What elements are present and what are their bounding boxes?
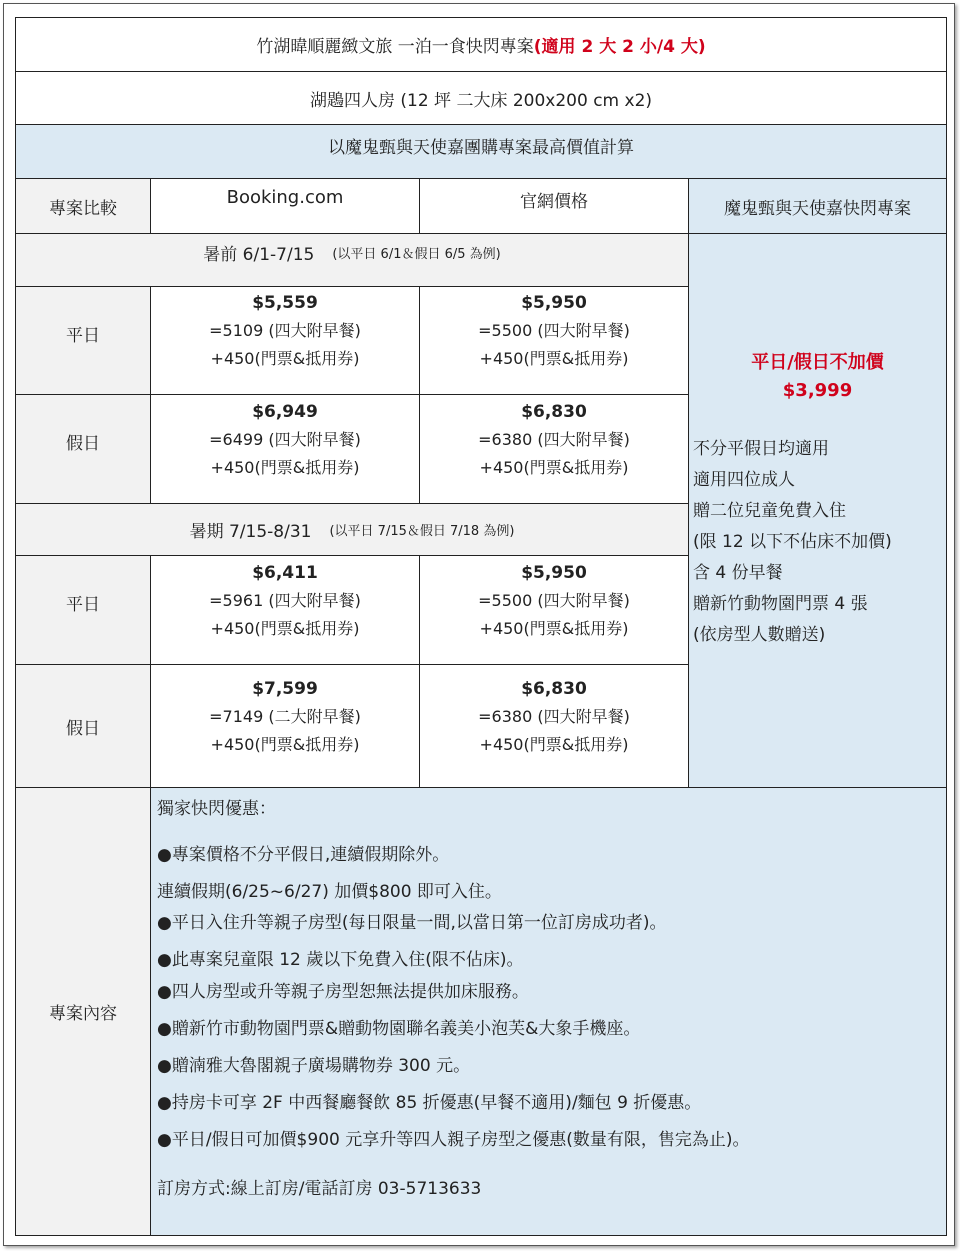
content-line: 獨家快閃優惠： [157,799,276,819]
content-line: ●持房卡可享 2F 中西餐廳餐飲 85 折優惠(早餐不適用)/麵包 9 折優惠。 [157,1093,702,1113]
header-flash-label: 魔鬼甄與天使嘉快閃專案 [724,198,911,219]
booking-price-cell [150,664,420,788]
content-line: 連續假期(6/25~6/27) 加價$800 即可入住。 [157,882,502,902]
period-row [15,233,689,287]
content-line: ●平日/假日可加價$900 元享升等四人親子房型之優惠(數量有限，售完為止)。 [157,1130,750,1150]
official-extras: +450(門票&抵用券) [479,349,629,368]
header-official-label: 官網價格 [520,192,588,212]
official-breakdown: =6380 (四大附早餐) [478,430,630,449]
official-price: $6,830 [521,402,587,422]
header-flash [688,178,947,234]
booking-price: $6,949 [252,402,318,422]
period-note: (以平日 6/1＆假日 6/5 為例) [332,247,501,262]
official-price: $5,950 [521,563,587,583]
header-compare-label: 專案比較 [49,198,117,219]
official-breakdown: =6380 (四大附早餐) [478,707,630,726]
booking-breakdown: =6499 (四大附早餐) [209,430,361,449]
official-price-cell [419,286,689,395]
booking-breakdown: =5109 (四大附早餐) [209,321,361,340]
content-line: 訂房方式:線上訂房/電話訂房 03-5713633 [157,1179,482,1199]
booking-price-cell [150,394,420,504]
header-official [419,178,689,234]
official-price-cell [419,394,689,504]
flash-note: (依房型人數贈送) [693,625,826,645]
flash-note: 贈二位兒童免費入住 [693,501,846,521]
header-booking-label: Booking.com [226,187,344,208]
day-label-cell [15,664,151,788]
day-label: 平日 [66,595,100,615]
day-label: 假日 [66,434,100,454]
flash-notes [693,434,892,651]
official-breakdown: =5500 (四大附早餐) [478,591,630,610]
booking-price: $6,411 [252,563,318,583]
day-label-cell [15,286,151,395]
flash-note: 適用四位成人 [693,470,795,490]
booking-breakdown: =7149 (二大附早餐) [209,707,361,726]
flash-note: 含 4 份早餐 [693,563,783,583]
content-label-cell [15,787,151,1236]
flash-price: $3,999 [782,380,853,401]
booking-price-cell [150,555,420,665]
day-label: 假日 [66,718,100,739]
content-line: ●平日入住升等親子房型(每日限量一間,以當日第一位訂房成功者)。 [157,913,667,933]
official-breakdown: =5500 (四大附早餐) [478,321,630,340]
official-price: $6,830 [521,679,587,699]
flash-note: 贈新竹動物園門票 4 張 [693,594,868,614]
content-line: ●專案價格不分平假日,連續假期除外。 [157,845,450,865]
content-details-cell [150,787,947,1236]
booking-extras: +450(門票&抵用券) [210,735,360,754]
basis-text: 以魔鬼甄與天使嘉團購專案最高價值計算 [328,138,634,158]
period-note: (以平日 7/15＆假日 7/18 為例) [329,524,515,539]
booking-extras: +450(門票&抵用券) [210,619,360,638]
content-label: 專案內容 [49,1004,117,1024]
room-description: 湖鶗四人房 (12 坪 二大床 200x200 cm x2) [309,90,653,111]
flash-note: (限 12 以下不佔床不加價) [693,532,892,552]
period-label: 暑期 7/15-8/31 [189,522,312,542]
content-line: ●此專案兒童限 12 歲以下免費入住(限不佔床)。 [157,950,524,970]
period-row [15,503,689,556]
booking-price: $5,559 [252,293,318,313]
title-main: 竹湖暐順麗緻文旅 一泊一食快閃專案 [256,37,534,57]
title-highlight: (適用 2 大 2 小/4 大) [533,37,706,57]
basis-row [15,124,947,179]
flash-headline: 平日/假日不加價 [751,352,884,373]
official-extras: +450(門票&抵用券) [479,735,629,754]
booking-extras: +450(門票&抵用券) [210,458,360,477]
official-extras: +450(門票&抵用券) [479,619,629,638]
official-price: $5,950 [521,293,587,313]
content-line: ●四人房型或升等親子房型恕無法提供加床服務。 [157,982,529,1002]
room-row [15,71,947,125]
period-label: 暑前 6/1-7/15 [203,245,315,265]
header-compare [15,178,151,234]
title-row [15,17,947,72]
day-label: 平日 [66,326,100,346]
content-line: ●贈湳雅大魯閣親子廣場購物券 300 元。 [157,1056,471,1076]
booking-breakdown: =5961 (四大附早餐) [209,591,361,610]
day-label-cell [15,394,151,504]
content-line: ●贈新竹市動物園門票&贈動物園聯名義美小泡芙&大象手機座。 [157,1019,641,1039]
flash-offer-cell [688,233,947,788]
booking-extras: +450(門票&抵用券) [210,349,360,368]
booking-price-cell [150,286,420,395]
booking-price: $7,599 [252,679,318,699]
header-booking [150,178,420,234]
flash-note: 不分平假日均適用 [693,439,829,459]
official-price-cell [419,555,689,665]
official-price-cell [419,664,689,788]
official-extras: +450(門票&抵用券) [479,458,629,477]
day-label-cell [15,555,151,665]
